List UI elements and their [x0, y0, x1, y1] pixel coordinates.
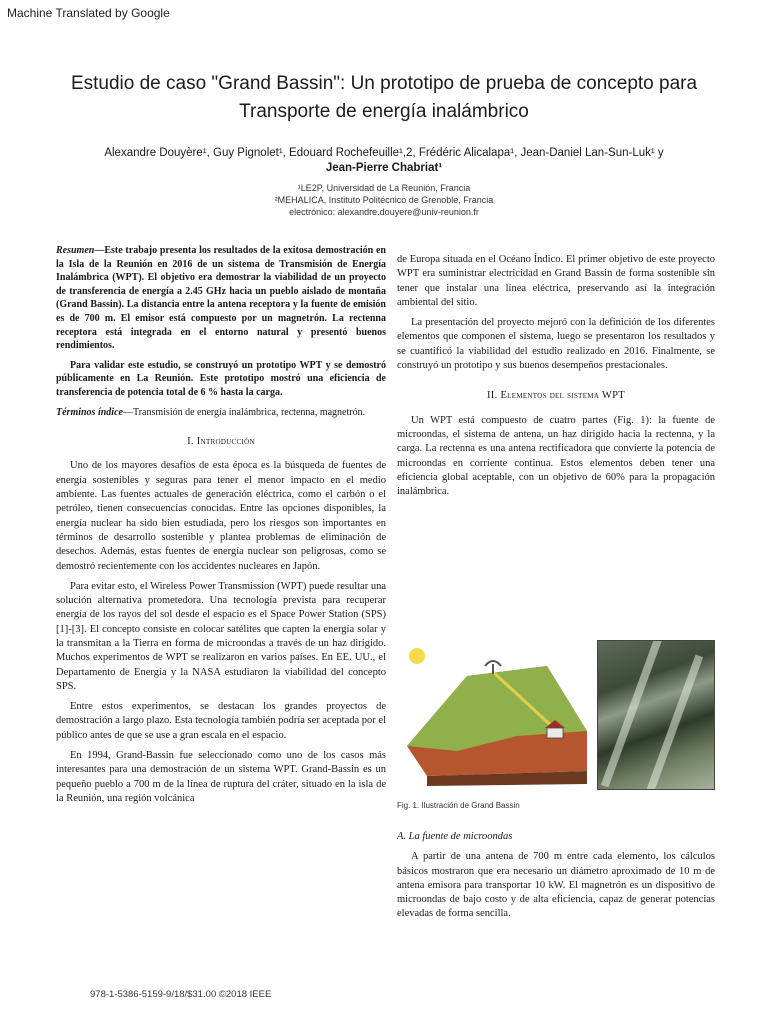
- right-paragraph-4: A partir de una antena de 700 m entre cada elemento, los cálculos básicos mostraron que era necesario un diámetro aproximado de 10 m de antena emisora para transportar 10 kW. El magnetrón es un dispositivo de microondas de bajo costo y de alta eficiencia, capaz de generar potencias elevadas de forma sencilla.: [397, 851, 715, 920]
- affiliations: [100, 182, 668, 218]
- intro-paragraph-1: Uno de los mayores desafíos de esta época es la búsqueda de fuentes de energía sostenibles y seguras para tener el menor impacto en el medio ambiente. Las fuentes actuales de generación eléctrica, como el carbón o el petróleo, tienen consecuencias conocidas. Entre las opciones disponibles, la energía nuclear ha sido bien estudiada, pero los riesgos son importantes en términos de desarrollo sostenible y plantea problemas de eliminación de desechos. Además, estas fuentes de energía nuclear son peligrosas, como se demostró recientemente con los accidentes nucleares en Japón.: [56, 460, 386, 572]
- figure-1: [397, 636, 715, 796]
- machine-translated-banner: Machine Translated by Google: [7, 6, 170, 20]
- intro-paragraph-2: Para evitar esto, el Wireless Power Transmission (WPT) puede resultar una solución alternativa prometedora. Una tecnología prevista para recuperar energía de los rayos del sol desde el espacio es el Space Power Station (SPS) [1]-[3]. El concepto consiste en colocar satélites que capten la energía solar y la transmitan a la Tierra en forma de microondas a través de un haz dirigido. Muchos experimentos de WPT se realizaron en varios países. En EE. UU., el Departamento de Energía y la NASA estudiaron la viabilidad del concepto SPS.: [56, 580, 386, 692]
- grand-bassin-illustration: [397, 636, 593, 788]
- paper-title: [40, 70, 728, 126]
- abstract-text: —Este trabajo presenta los resultados de la exitosa demostración en la Isla de la Reunión en 2016 de un sistema de Transmisión de Energía Inalámbrica (WPT). El objetivo era demostrar la viabilidad de un proyecto de transferencia de energía a 2.45 GHz hacia un pueblo aislado de montaña (Grand Bassin). La distancia entre la antena receptora y la fuente de emisión es de 700 m. El emisor está compuesto por un magnetrón. La rectenna receptora está integrada en el entorno natural y presentó buenos rendimientos.: [56, 245, 386, 352]
- section-heading-introduction: I. Introducción: [187, 436, 255, 448]
- affiliation-1: ¹LE2P, Universidad de La Reunión, Francia: [297, 183, 471, 193]
- subsection-heading-microwave-source: A. La fuente de microondas: [397, 831, 513, 842]
- affiliation-2: ²MEHALICA, Instituto Politécnico de Grenoble, Francia: [274, 195, 494, 205]
- author-names: Alexandre Douyère¹, Guy Pignolet¹, Edouard Rochefeuille¹,2, Frédéric Alicalapa¹, Jean-Daniel Lan-Sun-Luk¹ y: [104, 147, 664, 159]
- section-heading-wpt-elements: II. Elementos del sistema WPT: [487, 390, 625, 402]
- keywords-label: Términos índice: [56, 406, 123, 418]
- right-column: [397, 253, 715, 505]
- author-list: [60, 146, 708, 176]
- right-column-lower: [397, 822, 715, 928]
- figure-1-caption: Fig. 1. Ilustración de Grand Bassin: [397, 801, 520, 810]
- intro-paragraph-3: Entre estos experimentos, se destacan los grandes proyectos de demostración a largo plazo. Esta tecnología también podría ser aceptada por el público antes de que se use a gran escala en el espacio.: [56, 701, 386, 741]
- abstract-label: Resumen: [56, 245, 95, 256]
- intro-paragraph-4: En 1994, Grand-Bassin fue seleccionado como uno de los casos más interesantes para una demostración de un sistema WPT. Grand-Bassin es un pequeño pueblo a 700 m de la línea de ruptura del cráter, situado en la isla de la Reunión, una región volcánica: [56, 750, 386, 804]
- sun-icon: [409, 648, 425, 664]
- abstract-text-2: Para validar este estudio, se construyó un prototipo WPT y se demostró públicamente en La Reunión. Este prototipo mostró una eficiencia de transferencia de potencia total de 6 % hasta la carga.: [56, 359, 386, 398]
- abstract: [56, 244, 386, 353]
- title-line-2: Transporte de energía inalámbrico: [239, 101, 529, 122]
- keywords: [56, 406, 386, 420]
- ieee-footer: 978-1-5386-5159-9/18/$31.00 ©2018 IEEE: [90, 989, 272, 1000]
- keywords-text: —Transmisión de energía inalámbrica, rectenna, magnetrón.: [122, 406, 366, 418]
- grand-bassin-photo: [597, 640, 715, 790]
- author-last: Jean-Pierre Chabriat¹: [325, 162, 443, 174]
- left-column: [56, 244, 386, 812]
- right-paragraph-3: Un WPT está compuesto de cuatro partes (Fig. 1): la fuente de microondas, el sistema de antena, un haz dirigido hacia la rectenna, y la carga. La rectenna es una antena rectificadora que convierte la potencia de microondas en corriente continua. Estos elementos deben tener una eficiencia global aceptable, con un objetivo de 60% para la propagación inalámbrica.: [397, 414, 715, 498]
- right-paragraph-2: La presentación del proyecto mejoró con la definición de los diferentes elementos que componen el sistema, luego se presentaron los resultados y se cuantificó la viabilidad del estudio realizado en 2016. Finalmente, se construyó un prototipo y sus buenos desempeños prestacionales.: [397, 317, 715, 372]
- right-paragraph-1: de Europa situada en el Océano Índico. El primer objetivo de este proyecto WPT era suministrar electricidad en Grand Bassin de forma sostenible sin tener que instalar una línea eléctrica, preservando así la integración ambiental del sitio.: [397, 254, 715, 308]
- title-line-1: Estudio de caso "Grand Bassin": Un prototipo de prueba de concepto para: [70, 73, 698, 94]
- author-email: electrónico: alexandre.douyere@univ-reunion.fr: [289, 207, 479, 217]
